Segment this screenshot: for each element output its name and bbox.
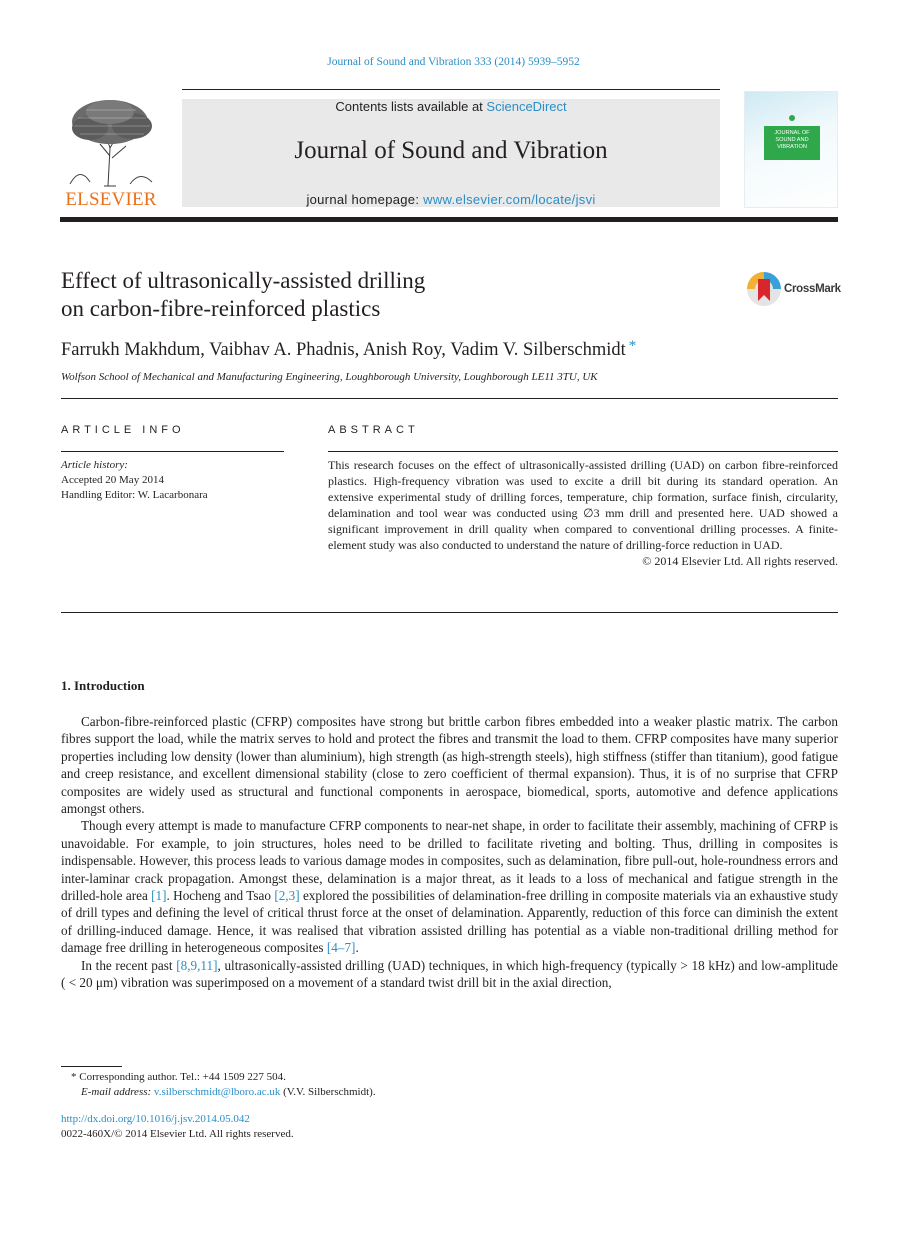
email-link[interactable]: v.silberschmidt@lboro.ac.uk xyxy=(153,1085,281,1098)
citation-link-4-7[interactable]: [4–7] xyxy=(326,940,356,956)
author-list xyxy=(61,338,636,361)
corresponding-author-mark[interactable]: * xyxy=(628,338,637,354)
header-thick-rule xyxy=(60,217,838,222)
cover-title: JOURNAL OF SOUND AND VIBRATION xyxy=(764,126,820,160)
title-line-1: Effect of ultrasonically-assisted drilling xyxy=(61,268,426,293)
email-suffix: (V.V. Silberschmidt). xyxy=(283,1085,376,1098)
citation-link-8-9-11[interactable]: [8,9,11] xyxy=(176,957,218,973)
doi-block xyxy=(61,1112,294,1141)
p2-text-a: Though every attempt is made to manufacture CFRP components to near-net shape, in order to facilitate their assembly, machining of CFRP is unavoidable. For example, to join structures, holes need to be drilled to facilitate riveting and bolting. Thus, drilling in composites is indispensable. However, this process leads to various damage modes in composites, such as delamination, fibre pull-out, hole-roundness errors and inter-laminar crack propagation. Amongst these, delamination is a major threat, as it leads to a loss of mechanical and fatigue strength in the drilled-hole area xyxy=(61,818,838,904)
footnote-mark: * xyxy=(71,1071,77,1083)
corresponding-author-note xyxy=(61,1070,376,1085)
header-top-rule xyxy=(182,89,720,90)
cover-emblem-icon xyxy=(789,115,795,121)
email-note xyxy=(61,1085,376,1100)
introduction-body xyxy=(61,713,838,992)
p2-text-d: . xyxy=(355,940,359,956)
citation-link-2-3[interactable]: [2,3] xyxy=(274,888,300,904)
journal-header xyxy=(182,99,720,207)
homepage-line xyxy=(182,192,720,207)
affiliation-rule xyxy=(61,398,838,399)
footnote-rule xyxy=(61,1066,122,1067)
handling-editor: Handling Editor: W. Lacarbonara xyxy=(61,489,208,502)
sciencedirect-link[interactable]: ScienceDirect xyxy=(486,99,567,114)
email-label: E-mail address: xyxy=(81,1085,152,1098)
elsevier-tree-icon xyxy=(60,96,162,188)
elsevier-wordmark: ELSEVIER xyxy=(65,189,157,210)
p2-text-c: explored the possibilities of delamination-free drilling in composite materials via an exhaustive study of drill types and defining the level of critical thrust force at the onset of delamination. Apparently, reduction of this force can diminish the extent of drilling-induced damage. Hence, it was realised that vibration assisted drilling has potential as a viable non-traditional drilling method for damage free drilling in heterogeneous composites xyxy=(61,888,839,956)
journal-name: Journal of Sound and Vibration xyxy=(294,137,608,164)
intro-paragraph-3 xyxy=(61,957,838,992)
accepted-date: Accepted 20 May 2014 xyxy=(61,474,164,487)
article-history xyxy=(61,458,208,504)
journal-cover-thumbnail[interactable] xyxy=(744,91,838,208)
homepage-prefix: journal homepage: xyxy=(306,192,420,207)
corresponding-text: Corresponding author. Tel.: +44 1509 227 504. xyxy=(79,1071,286,1083)
article-title xyxy=(61,267,581,323)
crossmark-label: CrossMark xyxy=(784,283,841,295)
abstract-body xyxy=(328,457,838,569)
doi-link[interactable]: http://dx.doi.org/10.1016/j.jsv.2014.05.042 xyxy=(61,1113,250,1125)
article-info-heading: ARTICLE INFO xyxy=(61,424,185,436)
issn-line: 0022-460X/© 2014 Elsevier Ltd. All rights reserved. xyxy=(61,1127,294,1140)
citation-link-1[interactable]: [1] xyxy=(151,888,167,904)
abstract-bottom-rule xyxy=(61,612,838,613)
abstract-copyright: © 2014 Elsevier Ltd. All rights reserved. xyxy=(642,554,838,568)
intro-paragraph-1: Carbon-fibre-reinforced plastic (CFRP) composites have strong but brittle carbon fibres embedded into a weaker plastic matrix. The carbon fibres support the load, while the matrix serves to hold and protect the fibres and transmit the load to them. CFRP composites have many superior properties including low density (lower than aluminium), high strength (as high-strength steels), high stiffness (stiffer than titanium), good fatigue and creep resistance, and excellent dimensional stability (close to zero coefficient of thermal expansion). Thus, it is of no surprise that CFRP composites are widely used as structural and functional components in aerospace, biomedical, sports, automotive and defence applications amongst others. xyxy=(61,714,838,817)
title-line-2: on carbon-fibre-reinforced plastics xyxy=(61,296,381,321)
footnote xyxy=(61,1070,376,1099)
abstract-heading: ABSTRACT xyxy=(328,424,419,436)
p2-text-b: . Hocheng and Tsao xyxy=(166,888,271,904)
section-heading-introduction: 1. Introduction xyxy=(61,678,145,693)
homepage-link[interactable]: www.elsevier.com/locate/jsvi xyxy=(423,192,596,207)
elsevier-logo[interactable] xyxy=(60,96,162,210)
history-label: Article history: xyxy=(61,459,128,471)
affiliation: Wolfson School of Mechanical and Manufacturing Engineering, Loughborough University, Loughborough LE11 3TU, UK xyxy=(61,371,598,383)
authors-text: Farrukh Makhdum, Vaibhav A. Phadnis, Anish Roy, Vadim V. Silberschmidt xyxy=(61,340,626,360)
p3-text-a: In the recent past xyxy=(81,957,173,973)
contents-line xyxy=(182,99,720,114)
journal-citation[interactable]: Journal of Sound and Vibration 333 (2014) 5939–5952 xyxy=(327,56,580,68)
crossmark-badge[interactable] xyxy=(746,271,840,307)
article-info-rule xyxy=(61,451,284,452)
contents-prefix: Contents lists available at xyxy=(335,99,483,114)
abstract-text: This research focuses on the effect of ultrasonically-assisted drilling (UAD) on carbon fibre-reinforced plastics. High-frequency vibration was used to excite a drill bit during its standard operation. An extensive experimental study of drilling forces, temperature, chip formation, surface finish, circularity, delamination and tool wear was conducted using ∅3 mm drill and presented here. UAD showed a significant improvement in drill quality when compared to conventional drilling processes. A finite-element study was also conducted to understand the nature of drilling-force reduction in UAD. xyxy=(328,458,838,552)
p3-text-b: , ultrasonically-assisted drilling (UAD) techniques, in which high-frequency (typically > 18 kHz) and low-amplitude ( < 20 μm) vibration was superimposed on a movement of a standard twist drill bit in the axial direction, xyxy=(61,957,838,991)
crossmark-icon xyxy=(746,271,782,307)
intro-paragraph-2 xyxy=(61,817,838,956)
abstract-rule xyxy=(328,451,838,452)
